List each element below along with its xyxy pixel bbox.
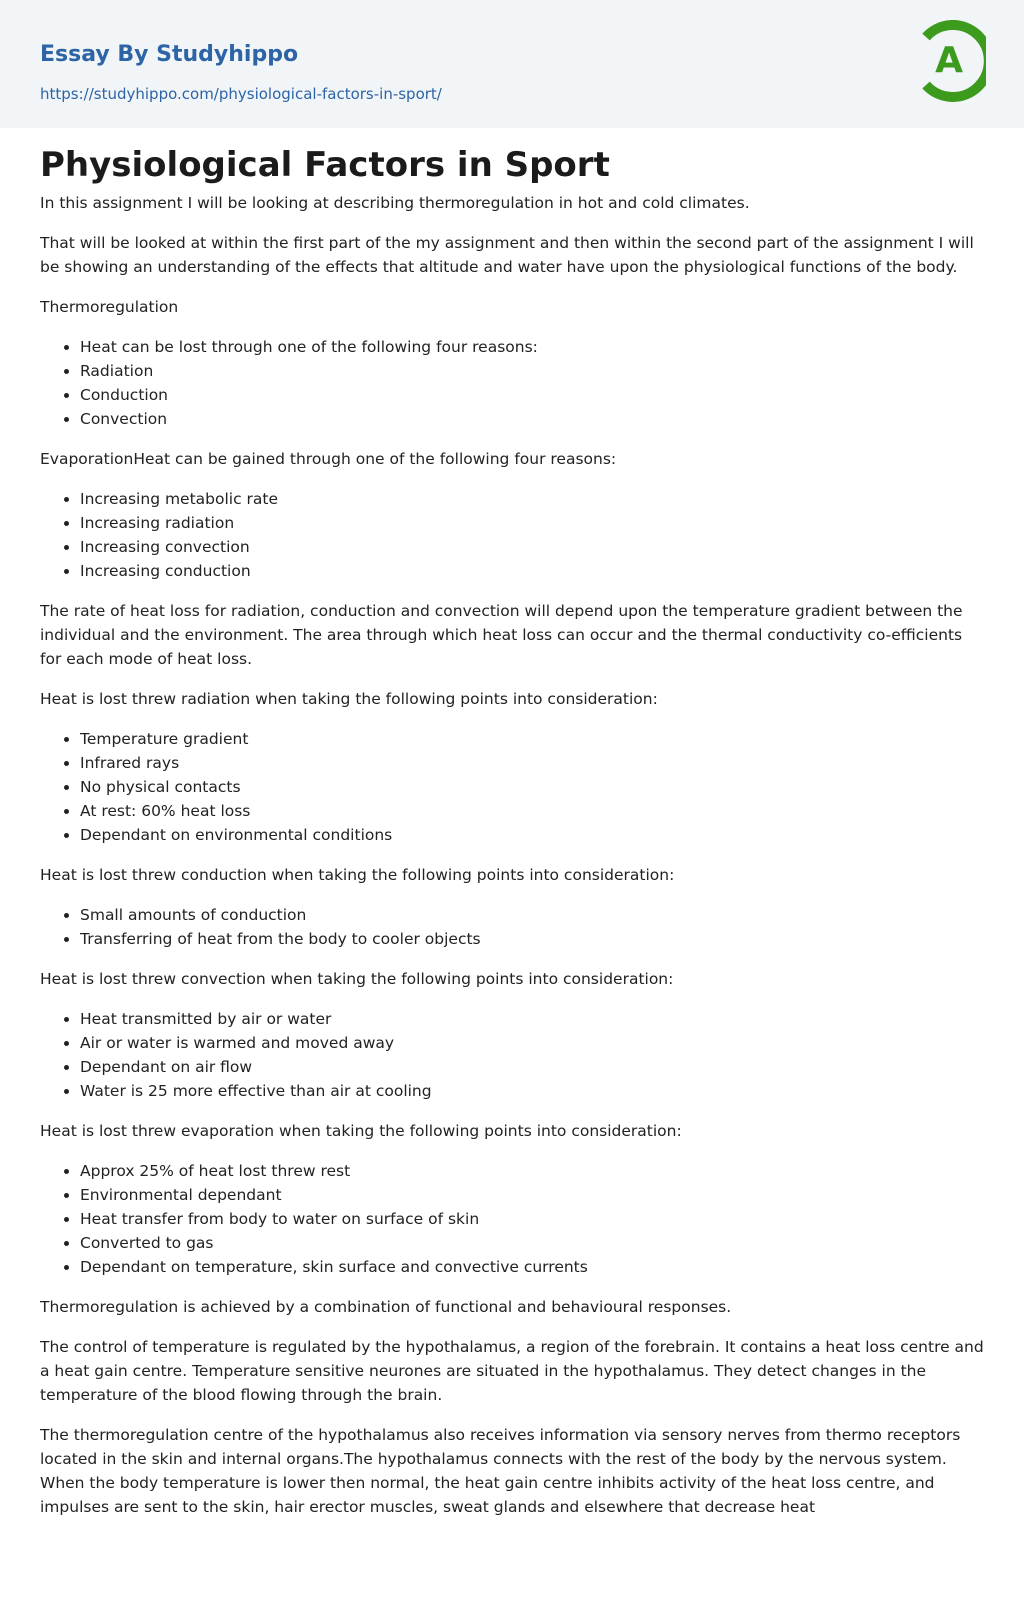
- list-item: • Increasing conduction: [80, 559, 984, 583]
- list-item: • Increasing metabolic rate: [80, 487, 984, 511]
- list-item: • Increasing radiation: [80, 511, 984, 535]
- list-item: • Radiation: [80, 359, 984, 383]
- list-item: • Infrared rays: [80, 751, 984, 775]
- conduction-list: [40, 903, 984, 951]
- list-item: • Approx 25% of heat lost threw rest: [80, 1159, 984, 1183]
- list-item: • Transferring of heat from the body to cooler objects: [80, 927, 984, 951]
- paragraph-4: EvaporationHeat can be gained through one of the following four reasons:: [40, 450, 617, 468]
- list-item: • No physical contacts: [80, 775, 984, 799]
- site-header: [0, 0, 1024, 128]
- list-item: • Convection: [80, 407, 984, 431]
- list-item: • Small amounts of conduction: [80, 903, 984, 927]
- paragraph-5: The rate of heat loss for radiation, conduction and convection will depend upon the temperature gradient between the individual and the environment. The area through which heat loss can occur and the thermal conductivity co-efficients for each mode of heat loss.: [40, 602, 963, 668]
- evaporation-list: [40, 1159, 984, 1279]
- source-url-link[interactable]: https://studyhippo.com/physiological-factors-in-sport/: [40, 85, 442, 103]
- page-title: Physiological Factors in Sport: [40, 145, 610, 185]
- paragraph-convection: Heat is lost threw convection when taking the following points into consideration:: [40, 970, 674, 988]
- list-item: • Water is 25 more effective than air at cooling: [80, 1079, 984, 1103]
- paragraph-conduction: Heat is lost threw conduction when taking the following points into consideration:: [40, 866, 675, 884]
- heat-loss-list: [40, 335, 984, 431]
- list-item: • Air or water is warmed and moved away: [80, 1031, 984, 1055]
- list-item: • Dependant on temperature, skin surface and convective currents: [80, 1255, 984, 1279]
- radiation-list: [40, 727, 984, 847]
- logo-letter: A: [935, 40, 963, 81]
- paragraph-2: That will be looked at within the first part of the my assignment and then within the second part of the assignment I will be showing an understanding of the effects that altitude and water have upon the physiological functions of the body.: [40, 234, 974, 276]
- list-item: • Environmental dependant: [80, 1183, 984, 1207]
- intro-paragraph: In this assignment I will be looking at describing thermoregulation in hot and cold climates.: [40, 194, 750, 212]
- section-heading-thermoregulation: Thermoregulation: [40, 298, 179, 316]
- list-item: • Dependant on environmental conditions: [80, 823, 984, 847]
- paragraph-12: The thermoregulation centre of the hypothalamus also receives information via sensory nerves from thermo receptors located in the skin and internal organs.The hypothalamus connects with the rest of the body by the nervous system. When the body temperature is lower then normal, the heat gain centre inhibits activity of the heat loss centre, and impulses are sent to the skin, hair erector muscles, sweat glands and elsewhere that decrease heat: [40, 1426, 961, 1516]
- article-body: [0, 128, 1024, 1519]
- paragraph-10: Thermoregulation is achieved by a combination of functional and behavioural responses.: [40, 1298, 732, 1316]
- list-item: • Heat can be lost through one of the following four reasons:: [80, 335, 984, 359]
- list-item: • Dependant on air flow: [80, 1055, 984, 1079]
- paragraph-radiation: Heat is lost threw radiation when taking the following points into consideration:: [40, 690, 658, 708]
- paragraph-11: The control of temperature is regulated by the hypothalamus, a region of the forebrain. It contains a heat loss centre and a heat gain centre. Temperature sensitive neurones are situated in the hypothalamus. They detect changes in the temperature of the blood flowing through the brain.: [40, 1338, 984, 1404]
- brand-title[interactable]: Essay By Studyhippo: [40, 42, 299, 67]
- paragraph-evaporation: Heat is lost threw evaporation when taking the following points into consideration:: [40, 1122, 682, 1140]
- list-item: • At rest: 60% heat loss: [80, 799, 984, 823]
- list-item: • Converted to gas: [80, 1231, 984, 1255]
- list-item: • Heat transfer from body to water on surface of skin: [80, 1207, 984, 1231]
- list-item: • Conduction: [80, 383, 984, 407]
- list-item: • Temperature gradient: [80, 727, 984, 751]
- list-item: • Increasing convection: [80, 535, 984, 559]
- convection-list: [40, 1007, 984, 1103]
- heat-gain-list: [40, 487, 984, 583]
- list-item: • Heat transmitted by air or water: [80, 1007, 984, 1031]
- studyhippo-logo-icon[interactable]: [912, 18, 986, 104]
